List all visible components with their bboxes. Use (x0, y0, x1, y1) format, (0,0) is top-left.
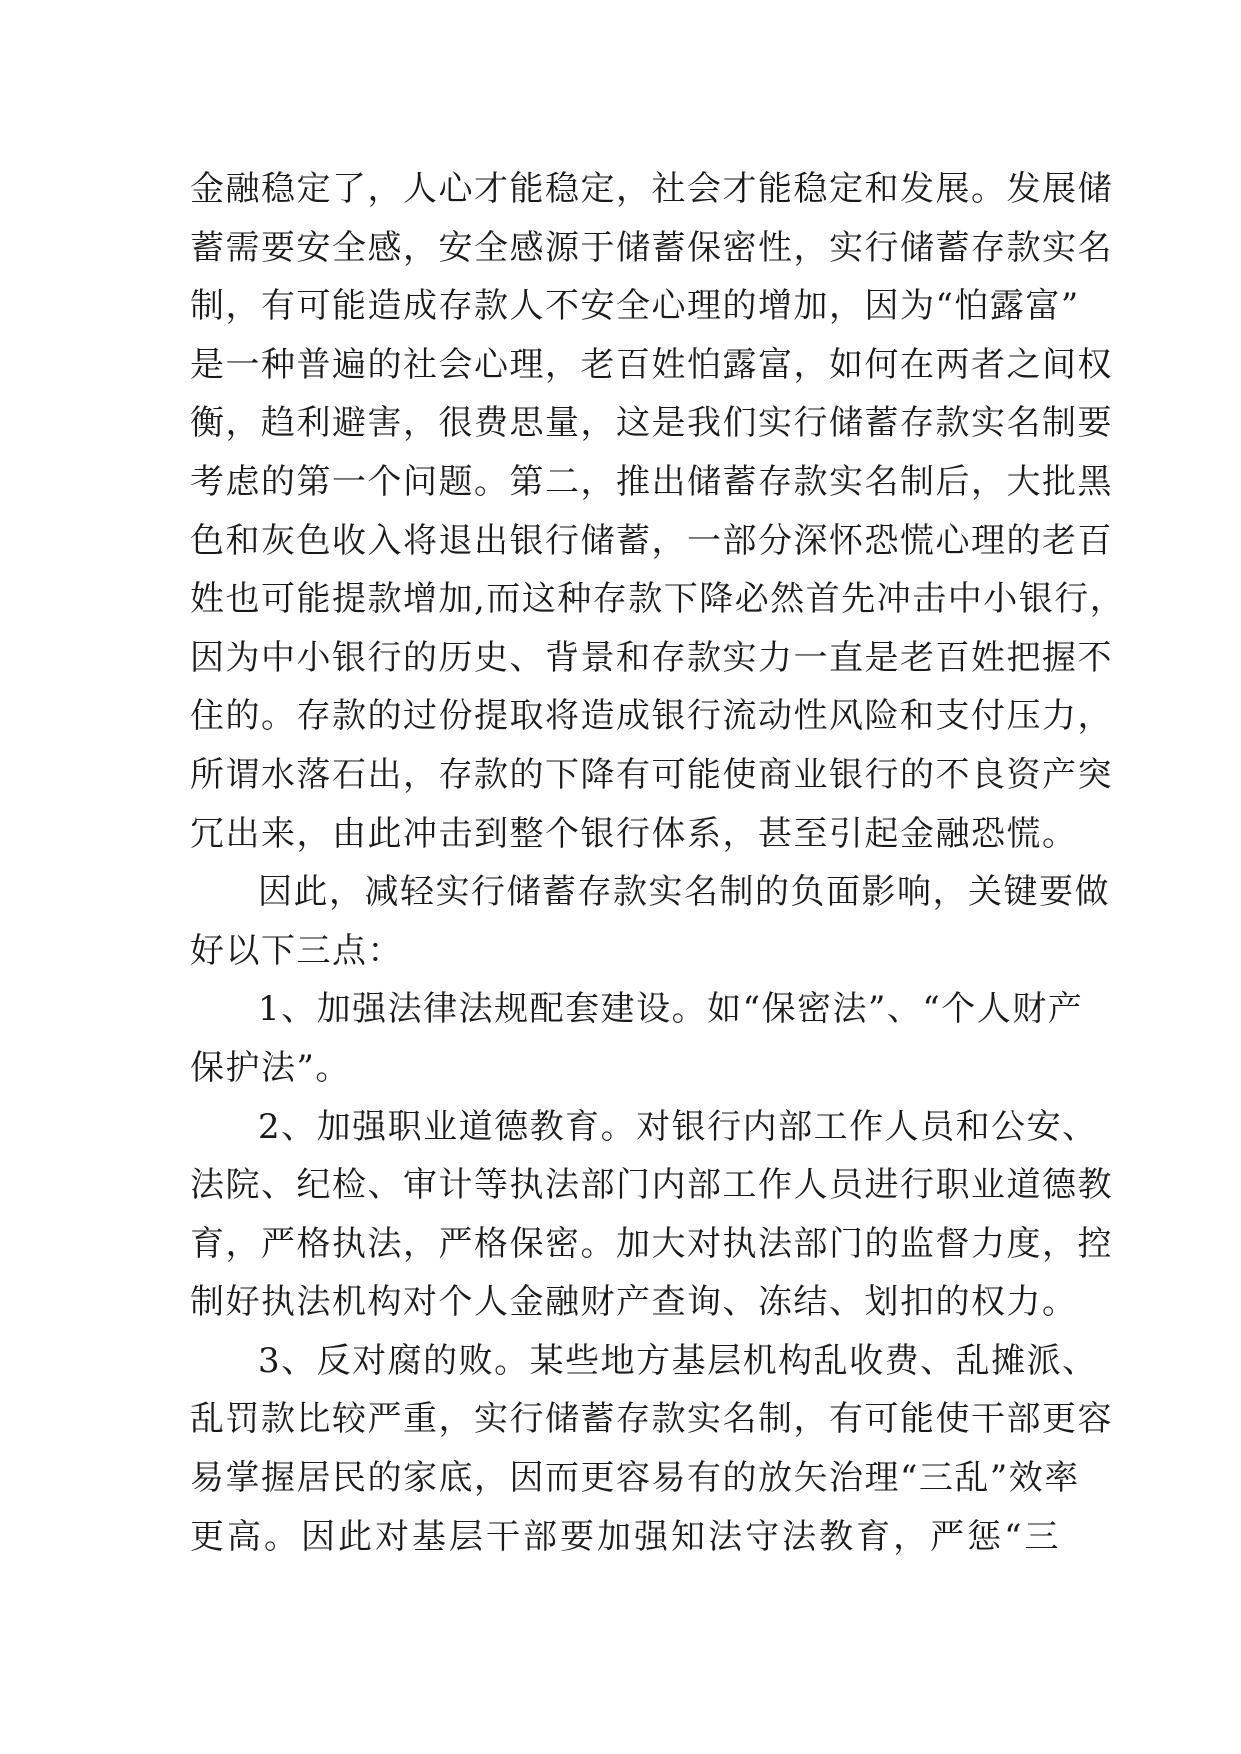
list-item-2: 2、加强职业道德教育。对银行内部工作人员和公安、 (258, 1106, 1098, 1147)
text-line: 金融稳定了，人心才能稳定，社会才能稳定和发展。发展储 (190, 169, 1113, 209)
text-line: 制好执法机构对个人金融财产查询、冻结、划扣的权力。 (190, 1282, 1078, 1323)
list-item-1: 1、加强法律法规配套建设。如“保密法”、“个人财产 (258, 989, 1084, 1030)
paragraph-first-line: 因此，减轻实行储蓄存款实名制的负面影响，关键要做 (258, 872, 1110, 913)
body-text (190, 160, 1126, 1566)
text-line: 因为中小银行的历史、背景和存款实力一直是老百姓把握不 (190, 637, 1113, 678)
text-line: 住的。存款的过份提取将造成银行流动性风险和支付压力， (190, 696, 1113, 737)
text-line: 色和灰色收入将退出银行储蓄，一部分深怀恐慌心理的老百 (190, 520, 1113, 561)
list-item-3: 3、反对腐的败。某些地方基层机构乱收费、乱摊派、 (258, 1340, 1098, 1381)
text-line: 蓄需要安全感，安全感源于储蓄保密性，实行储蓄存款实名 (190, 227, 1113, 268)
text-line: 所谓水落石出，存款的下降有可能使商业银行的不良资产突 (190, 754, 1113, 795)
text-line: 姓也可能提款增加,而这种存款下降必然首先冲击中小银行， (190, 579, 1126, 620)
text-line: 衡，趋利避害，很费思量，这是我们实行储蓄存款实名制要 (190, 403, 1113, 444)
text-line: 更高。因此对基层干部要加强知法守法教育，严惩“三 (190, 1516, 1060, 1557)
text-line: 育，严格执法，严格保密。加大对执法部门的监督力度，控 (190, 1223, 1113, 1264)
text-line: 制，有可能造成存款人不安全心理的增加，因为“怕露富” (190, 286, 1080, 327)
text-line: 好以下三点： (190, 930, 403, 971)
text-line: 是一种普遍的社会心理，老百姓怕露富，如何在两者之间权 (190, 344, 1113, 385)
text-line: 保护法”。 (190, 1047, 351, 1088)
text-line: 乱罚款比较严重，实行储蓄存款实名制，有可能使干部更容 (190, 1399, 1113, 1440)
text-line: 易掌握居民的家底，因而更容易有的放矢治理“三乱”效率 (190, 1458, 1080, 1499)
text-line: 冗出来，由此冲击到整个银行体系，甚至引起金融恐慌。 (190, 813, 1078, 854)
text-line: 考虑的第一个问题。第二，推出储蓄存款实名制后，大批黑 (190, 461, 1113, 502)
text-line: 法院、纪检、审计等执法部门内部工作人员进行职业道德教 (190, 1165, 1113, 1206)
